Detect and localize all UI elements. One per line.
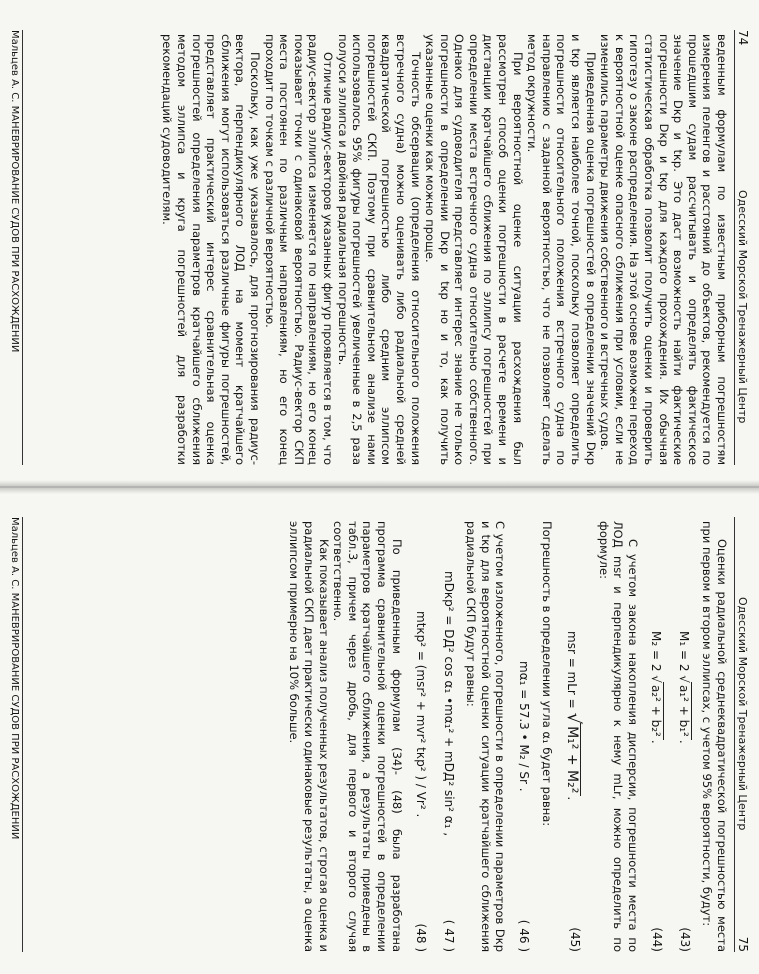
equation-formula: mtкр² = (msr² + mvr² tкр² ) / Vr² . — [413, 611, 428, 818]
equation-formula: msr = mLr = √M₁² + M₂². — [563, 631, 585, 801]
right-page-number: 75 — [736, 936, 750, 952]
equation-formula: mα₁ = 57.3 • M₂ / Sr . — [517, 661, 532, 792]
right-header-title: Одесский Морской Тренажерный Центр — [736, 597, 749, 831]
paragraph: веденным формулам по известным приборным погрешностям измерения пеленгов и расстояний до объектов, рекомендуется по прошедшим судам рассчитывать и определять фактическое значение Dкр и tкр. Это даст возможность найти фактические погрешности Dкр и tкр для каждого прохождения. Их обычная статистическая обработка позволит получить оценки и проверить гипотезу о законе распределения. На этой основе возможен переход к вероятностной оценке опасного сближения при условии, если не изменились параметры движения собственного и встречных судов. — [598, 34, 729, 465]
paragraph: Поскольку, как уже указывалось, для прогнозирования радиус-вектора, перпендикулярного ЛОД на момент кратчайшего сближения могут использоваться различные фигуры погрешностей, представляет практический интерес сравнительная оценка погрешностей определения параметров кратчайшего сближения методом эллипса и круга погрешностей для разработки рекомендаций судоводителям. — [160, 34, 262, 465]
equation-number: (48 ) — [413, 923, 428, 952]
paragraph: При вероятностной оценке ситуации расхождения был рассмотрен способ оценки погрешности в расчете времени и дистанции кратчайшего сближения по эллипсу погрешностей при определении места встречного судна относительно собственного. Однако для судоводителя представляет интерес знание не только погрешности в определении Dкр и tкр но и то, как получить указанные оценки как можно проще. — [423, 34, 525, 465]
equation-formula: mDкр² = DД² cos α₁ •mα₁² + mDД² sin² α₁ , — [441, 571, 456, 837]
equation-47 — [436, 521, 460, 952]
equation-radicand: M₁² + M₂² — [564, 723, 581, 796]
right-page-footer: Мальцев А. С. МАНЕВРИРОВАНИЕ СУДОВ ПРИ РАСХОЖДЕНИИ — [6, 517, 23, 952]
equation-number: ( 47 ) — [441, 919, 456, 952]
equation-number: (44) — [649, 927, 664, 952]
equation-tail: . — [565, 796, 580, 801]
equation-number: ( 46 ) — [517, 919, 532, 952]
paragraph: Точность обсервации (определения относительного положения встречного судна) можно оценивать либо радиальной средней квадратической погрешностью либо средним эллипсом погрешностей СКП. Поэтому при сравнительном анализе нами использовалось 95% фигуры погрешностей увеличенные в 2,5 раза полуоси эллипса и двойная радиальная погрешность. — [335, 34, 423, 465]
right-page-body — [32, 521, 729, 952]
left-header-title: Одесский Морской Тренажерный Центр — [736, 190, 749, 424]
equation-46 — [511, 521, 535, 952]
equation-tail: . — [648, 739, 663, 744]
right-page — [0, 487, 759, 974]
paragraph: По приведенным формулам (34)- (48) была разработана программа сравнительной оценки погрешностей в определении параметров кратчайшего сближения, а результаты приведены в табл.3, причем через дробь, для первого и второго случая соответственно. — [331, 521, 404, 952]
left-page-number: 74 — [736, 30, 750, 46]
equation-44 — [644, 521, 668, 952]
equation-formula: M₂ = 2 √a₂² + b₂². — [648, 631, 663, 744]
left-page-header — [734, 30, 751, 465]
paragraph: С учетом изложенного, погрешности в определении параметров Dкр и tкр для вероятностной оценки ситуации кратчайшего сближения радиальной СКП будут равны: — [464, 521, 508, 952]
right-page-header — [734, 517, 751, 952]
equation-45 — [558, 521, 592, 952]
equation-lhs: msr = mLr = — [565, 631, 580, 709]
paragraph: Погрешность в определении угла α₁ будет равна: — [540, 521, 555, 827]
equation-tail: . — [676, 739, 691, 744]
paragraph: Приведенная оценка погрешностей в определении значений Dкр и tкр является наиболее точной, поскольку позволяет определить погрешности относительного положения встречного судна по направлению с заданной вероятностью, что не позволяет сделать метод окружности. — [525, 34, 598, 465]
paragraph: Оценки радиальной среднеквадратической погрешностью места при первом и втором эллипсах, с учетом 95% вероятности, будут: — [700, 521, 729, 952]
paragraph: Как показывает анализ полученных результатов, строгая оценка и радиальной СКП дает практически одинаковые результаты, а оценка эллипсом примерно на 10% больше. — [287, 521, 331, 952]
equation-lhs: M₂ = 2 — [648, 631, 663, 672]
equation-lhs: M₁ = 2 — [676, 631, 691, 672]
equation-43 — [672, 521, 696, 952]
paragraph: Отличие радиус-векторов указанных фигур проявляется в том, что радиус-вектор эллипса изменяется по направлениям, но его конец показывает точки с одинаковой вероятностью. Радиус-вектор СКП места постоянен по различным направлениям, но его конец проходит по точкам с различной вероятностью. — [262, 34, 335, 465]
equation-number: (43) — [677, 927, 692, 952]
equation-number: (45) — [568, 927, 583, 952]
left-page-body — [32, 34, 729, 465]
equation-formula: M₁ = 2 √a₁² + b₁². — [676, 631, 691, 744]
equation-radicand: a₁² + b₁² — [677, 682, 692, 740]
equation-radicand: a₂² + b₂² — [649, 682, 664, 740]
paragraph: С учетом закона накопления дисперсии, погрешности места по ЛОД msr и перпендикулярно к нему mLr, можно определить по формуле: — [596, 521, 640, 952]
left-page-footer: Мальцев А. С. МАНЕВРИРОВАНИЕ СУДОВ ПРИ РАСХОЖДЕНИИ — [6, 30, 23, 465]
equation-48 — [408, 521, 432, 952]
